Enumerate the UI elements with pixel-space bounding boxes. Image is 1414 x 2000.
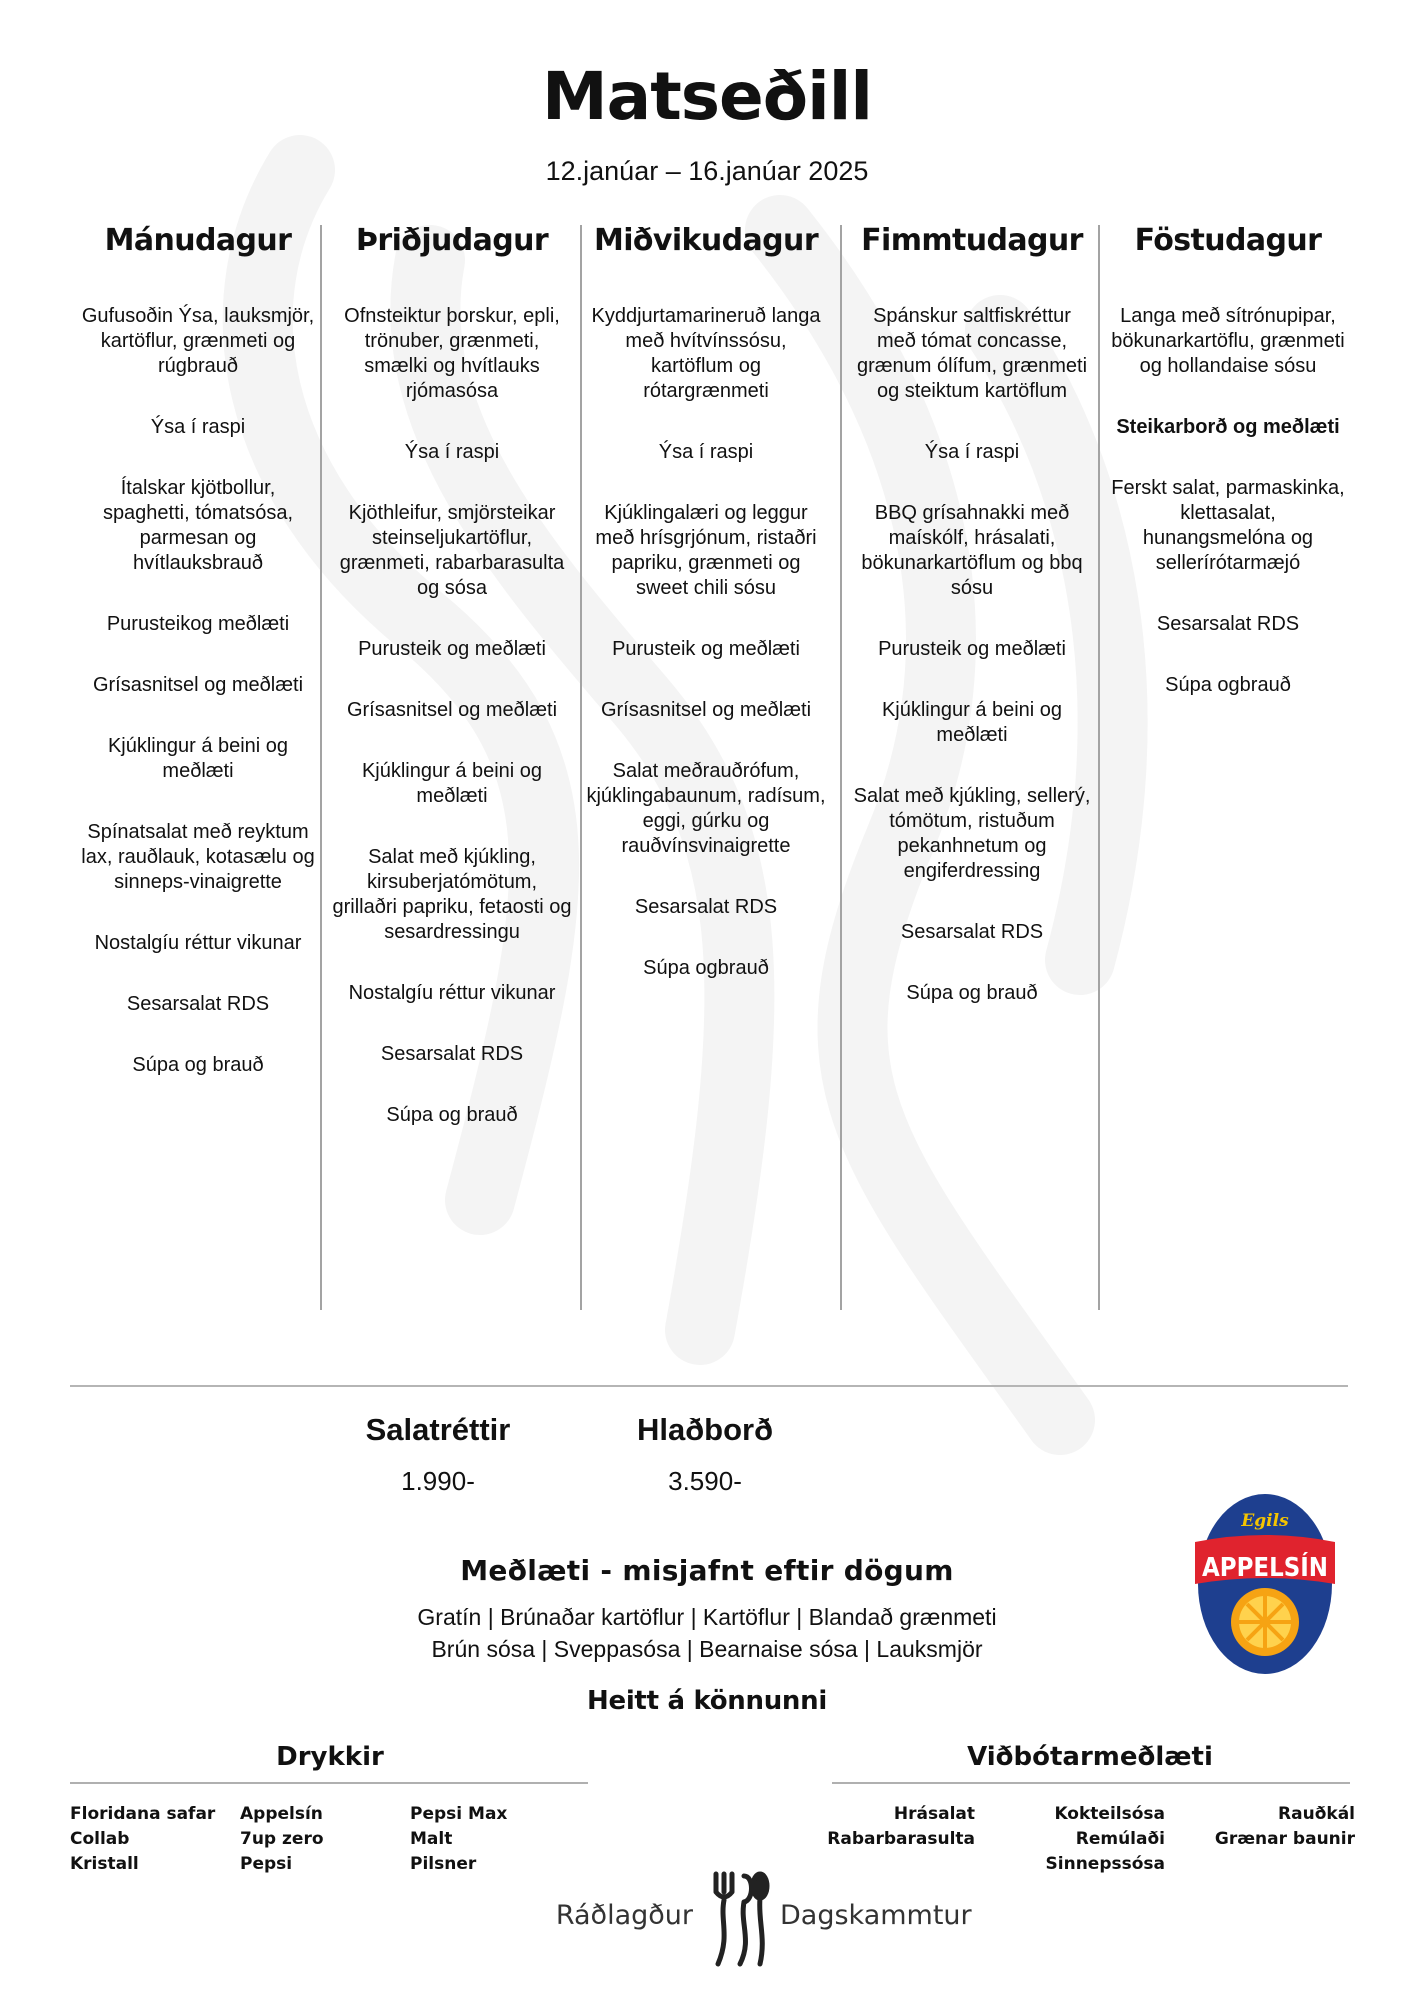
drinks-heading: Drykkir: [276, 1742, 384, 1772]
drinks-column-3: [410, 1802, 507, 1877]
day-column-tuesday: [332, 220, 572, 1164]
fork-knife-spoon-icon: [716, 1874, 767, 1964]
menu-item: Gufusoðin Ýsa, lauksmjör, kartöflur, grænmeti og rúgbrauð: [81, 305, 315, 377]
menu-item: Ýsa í raspi: [150, 416, 246, 438]
sides-line-1: Gratín | Brúnaðar kartöflur | Kartöflur | Blandað grænmeti: [417, 1604, 997, 1630]
radlagdur-dagskammtur-logo: [540, 1866, 972, 1970]
menu-item: BBQ grísahnakki með maískólf, hrásalati, bökunarkartöflum og bbq sósu: [861, 502, 1083, 599]
menu-item: Grísasnitsel og meðlæti: [92, 674, 304, 696]
drinks-column-1: [70, 1802, 215, 1877]
menu-item: Purusteik og meðlæti: [358, 638, 546, 660]
list-item: Pilsner: [410, 1854, 477, 1874]
list-item: Kokteilsósa: [1054, 1804, 1165, 1824]
column-divider: [320, 225, 322, 1310]
menu-item: Steikarborð og meðlæti: [1116, 416, 1340, 438]
menu-item: Spánskur saltfiskréttur með tómat concasse, grænum ólífum, grænmeti og steiktum kartöflum: [856, 305, 1088, 402]
extras-divider: [832, 1782, 1350, 1784]
column-divider: [580, 225, 582, 1310]
section-divider: [70, 1385, 1348, 1387]
menu-item: Sesarsalat RDS: [380, 1043, 524, 1065]
list-item: Hrásalat: [893, 1804, 975, 1824]
drinks-column-2: [240, 1802, 324, 1877]
list-item: Rabarbarasulta: [827, 1829, 975, 1849]
list-item: Sinnepssósa: [1045, 1854, 1165, 1874]
page-title: Matseðill: [541, 58, 873, 135]
menu-item: Salat með kjúkling, kirsuberjatómötum, grillaðri papriku, fetaosti og sesardressingu: [332, 846, 572, 943]
menu-item: Ýsa í raspi: [924, 441, 1020, 463]
list-item: Floridana safar: [70, 1804, 216, 1824]
extras-column-3: [1180, 1802, 1355, 1852]
menu-item: Ýsa í raspi: [404, 441, 500, 463]
menu-item: Sesarsalat RDS: [126, 993, 270, 1015]
sides-line-2: Brún sósa | Sveppasósa | Bearnaise sósa | Lauksmjör: [431, 1636, 983, 1662]
menu-item: Grísasnitsel og meðlæti: [346, 699, 558, 721]
date-range: 12.janúar – 16.janúar 2025: [545, 156, 869, 186]
menu-item: Ofnsteiktur þorskur, epli, trönuber, grænmeti, smælki og hvítlauks rjómasósa: [344, 305, 560, 402]
extras-heading: Viðbótarmeðlæti: [967, 1742, 1213, 1772]
menu-item: Kjúklingalæri og leggur með hrísgrjónum, ristaðri papriku, grænmeti og sweet chili sósu: [595, 502, 817, 599]
menu-item: Ýsa í raspi: [658, 441, 754, 463]
extras-column-2: [1000, 1802, 1165, 1877]
extras-column-1: [800, 1802, 975, 1852]
list-item: Appelsín: [240, 1804, 323, 1824]
menu-item: Sesarsalat RDS: [900, 921, 1044, 943]
sides-heading: Meðlæti - misjafnt eftir dögum: [460, 1554, 954, 1587]
salad-label: Salatréttir: [365, 1412, 511, 1447]
day-column-friday: [1108, 220, 1348, 734]
menu-item: Kjúklingur á beini og meðlæti: [361, 760, 543, 807]
menu-item: Súpa og brauð: [132, 1054, 264, 1076]
menu-item: Súpa ogbrauð: [1165, 674, 1291, 696]
brand-left-text: Ráðlagður: [555, 1900, 693, 1931]
menu-item: Spínatsalat með reyktum lax, rauðlauk, kotasælu og sinneps-vinaigrette: [81, 821, 315, 893]
buffet-price: 3.590-: [668, 1466, 742, 1496]
menu-item: Salat með kjúkling, sellerý, tómötum, ristuðum pekanhnetum og engiferdressing: [853, 785, 1091, 882]
list-item: Malt: [410, 1829, 453, 1849]
menu-item: Nostalgíu réttur vikunar: [94, 932, 302, 954]
salad-price: 1.990-: [401, 1466, 475, 1496]
list-item: Rauðkál: [1278, 1804, 1355, 1824]
list-item: Grænar baunir: [1214, 1829, 1355, 1849]
menu-item: Súpa og brauð: [906, 982, 1038, 1004]
column-divider: [840, 225, 842, 1310]
logo-appelsin-text: APPELSÍN: [1202, 1553, 1345, 1583]
menu-item: Kjúklingur á beini og meðlæti: [881, 699, 1063, 746]
day-column-wednesday: [586, 220, 826, 1017]
hot-drinks-heading: Heitt á könnunni: [587, 1686, 827, 1716]
menu-item: Langa með sítrónupipar, bökunarkartöflu, grænmeti og hollandaise sósu: [1111, 305, 1345, 377]
menu-item: Grísasnitsel og meðlæti: [600, 699, 812, 721]
menu-item: Sesarsalat RDS: [1156, 613, 1300, 635]
list-item: 7up zero: [240, 1829, 324, 1849]
menu-item: Ferskt salat, parmaskinka, klettasalat, hunangsmelóna og sellerírótarmæjó: [1111, 477, 1345, 574]
menu-item: Kyddjurtamarineruð langa með hvítvínssósu, kartöflum og rótargrænmeti: [591, 305, 821, 402]
list-item: Pepsi: [240, 1854, 293, 1874]
day-heading: Miðvikudagur: [593, 223, 819, 258]
menu-item: Kjúklingur á beini og meðlæti: [107, 735, 289, 782]
menu-item: Salat meðrauðrófum, kjúklingabaunum, radísum, eggi, gúrku og rauðvínsvinaigrette: [586, 760, 826, 857]
day-heading: Fimmtudagur: [861, 223, 1083, 258]
list-item: Collab: [70, 1829, 130, 1849]
day-heading: Föstudagur: [1134, 223, 1322, 258]
menu-item: Ítalskar kjötbollur, spaghetti, tómatsósa, parmesan og hvítlauksbrauð: [102, 477, 294, 574]
list-item: Pepsi Max: [410, 1804, 508, 1824]
buffet-label: Hlaðborð: [636, 1412, 774, 1447]
menu-item: Sesarsalat RDS: [634, 896, 778, 918]
day-heading: Mánudagur: [104, 223, 292, 258]
menu-item: Kjöthleifur, smjörsteikar steinseljukartöflur, grænmeti, rabarbarasulta og sósa: [339, 502, 565, 599]
day-column-monday: [78, 220, 318, 1114]
list-item: Remúlaði: [1075, 1829, 1165, 1849]
drinks-divider: [70, 1782, 588, 1784]
menu-item: Purusteikog meðlæti: [106, 613, 290, 635]
brand-right-text: Dagskammtur: [780, 1900, 972, 1931]
day-column-thursday: [852, 220, 1092, 1042]
menu-item: Súpa og brauð: [386, 1104, 518, 1126]
column-divider: [1098, 225, 1100, 1310]
menu-item: Purusteik og meðlæti: [878, 638, 1066, 660]
menu-item: Súpa ogbrauð: [643, 957, 769, 979]
list-item: Kristall: [70, 1854, 139, 1874]
logo-egils-text: Egils: [1241, 1511, 1289, 1531]
menu-item: Purusteik og meðlæti: [612, 638, 800, 660]
day-heading: Þriðjudagur: [355, 223, 549, 258]
menu-item: Nostalgíu réttur vikunar: [348, 982, 556, 1004]
